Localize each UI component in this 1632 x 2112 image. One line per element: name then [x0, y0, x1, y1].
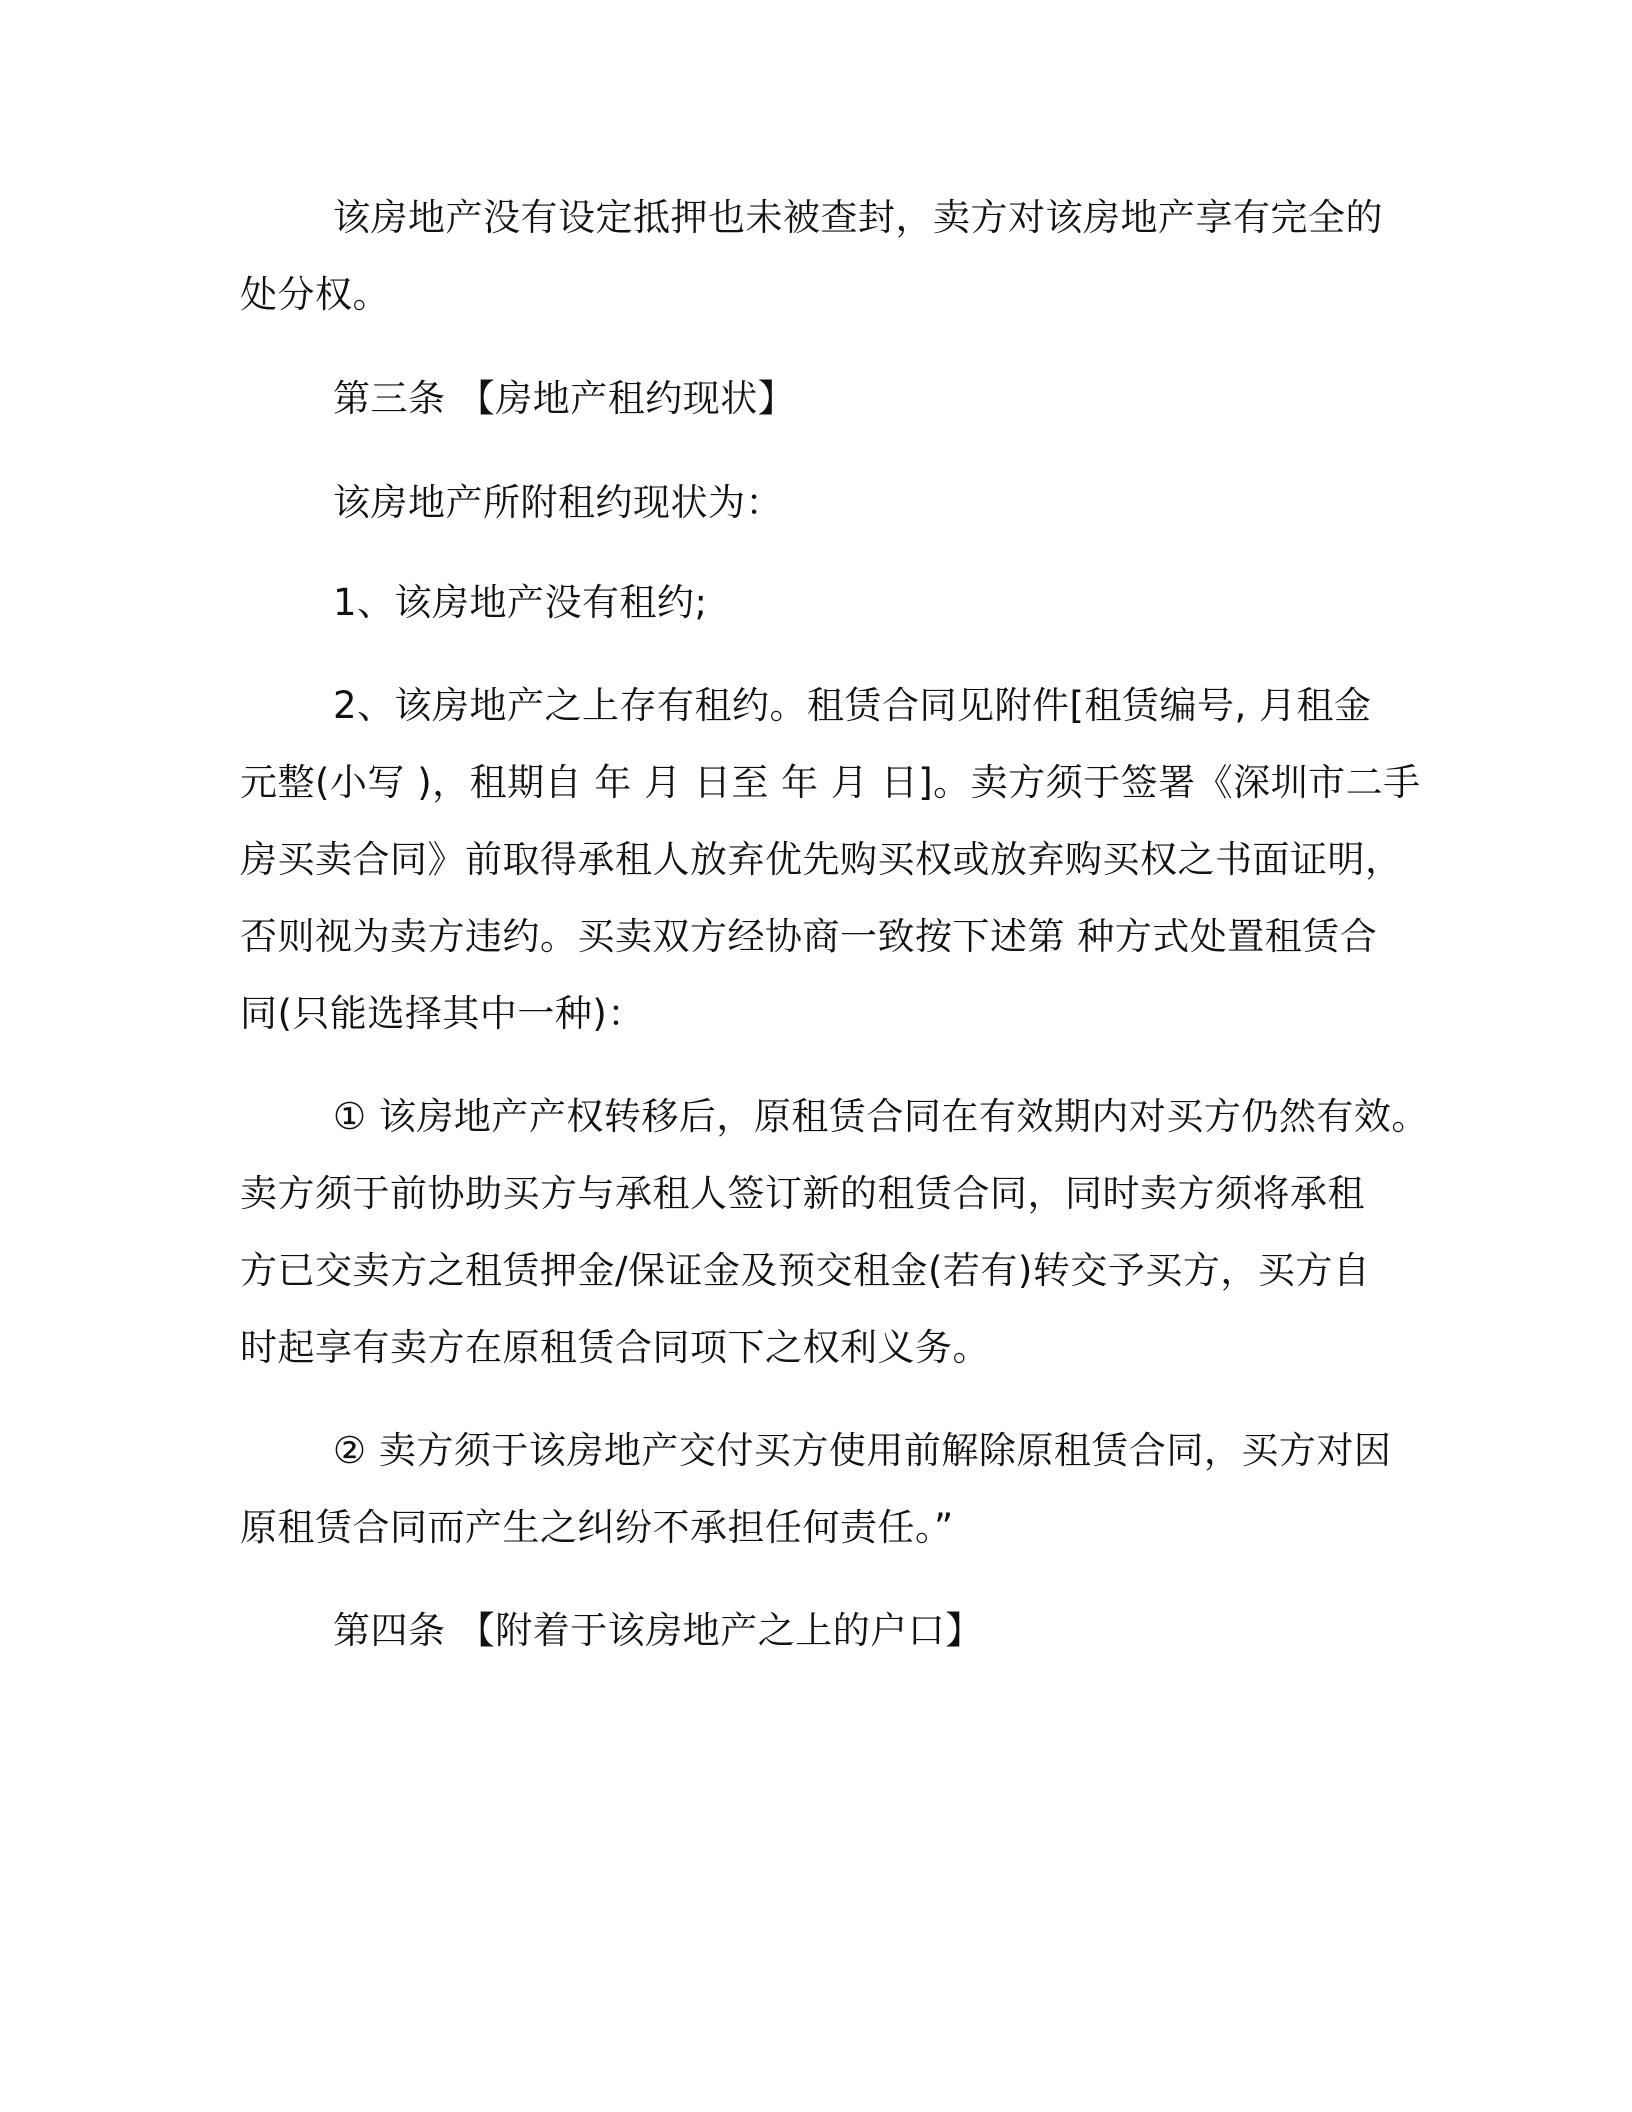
paragraph-line: 该房地产没有设定抵押也未被查封，卖方对该房地产享有完全的 [333, 196, 1383, 239]
paragraph-line: 该房地产所附租约现状为： [333, 481, 783, 524]
paragraph-line: 卖方须于前协助买方与承租人签订新的租赁合同，同时卖方须将承租 [240, 1172, 1365, 1215]
list-item-2: 2、该房地产之上存有租约。租赁合同见附件[租赁编号, 月租金 [333, 684, 1372, 727]
paragraph-line: 时起享有卖方在原租赁合同项下之权利义务。 [240, 1326, 990, 1369]
paragraph-line: 否则视为卖方违约。买卖双方经协商一致按下述第 种方式处置租赁合 [240, 915, 1378, 958]
paragraph-line: 方已交卖方之租赁押金/保证金及预交租金(若有)转交予买方，买方自 [240, 1249, 1371, 1292]
option-1: ① 该房地产产权转移后，原租赁合同在有效期内对买方仍然有效。 [333, 1095, 1429, 1138]
option-2: ② 卖方须于该房地产交付买方使用前解除原租赁合同，买方对因 [333, 1429, 1392, 1472]
section-heading-article-3: 第三条 【房地产租约现状】 [333, 377, 796, 420]
list-item-1: 1、该房地产没有租约; [333, 581, 708, 624]
paragraph-line: 处分权。 [240, 273, 390, 316]
paragraph-line: 元整(小写 )，租期自 年 月 日至 年 月 日]。卖方须于签署《深圳市二手 [240, 761, 1421, 804]
section-heading-article-4: 第四条 【附着于该房地产之上的户口】 [333, 1609, 983, 1652]
paragraph-line: 原租赁合同而产生之纠纷不承担任何责任。” [240, 1506, 954, 1549]
paragraph-line: 房买卖合同》前取得承租人放弃优先购买权或放弃购买权之书面证明， [240, 838, 1403, 881]
paragraph-line: 同(只能选择其中一种)： [240, 992, 645, 1035]
